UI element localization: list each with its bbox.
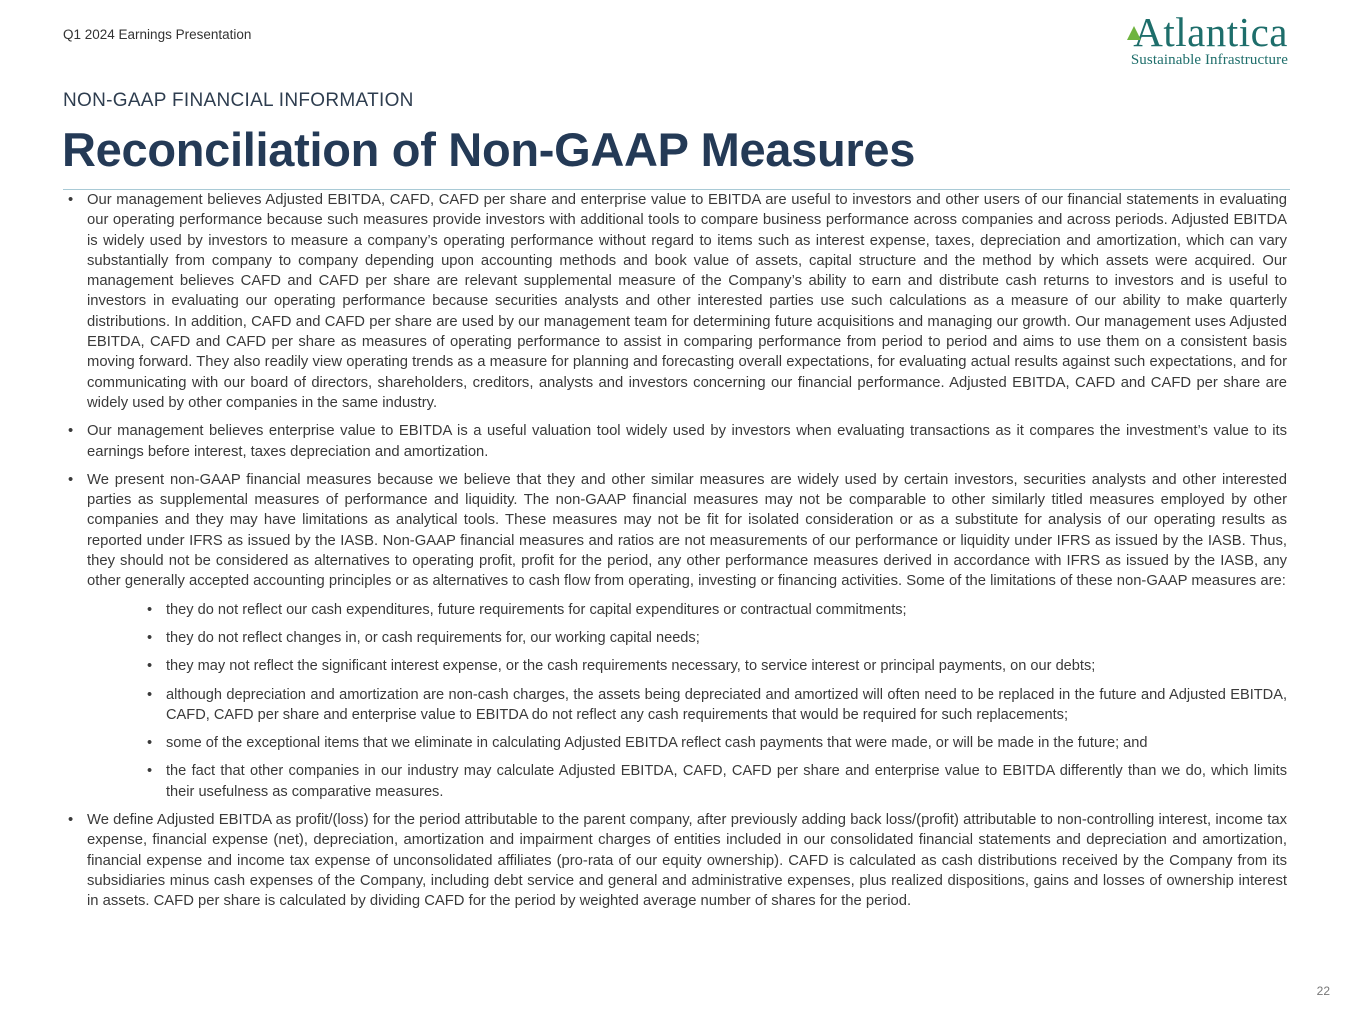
logo-wordmark (1133, 10, 1288, 54)
bullet-management-usefulness: • Our management believes Adjusted EBITDA, CAFD, CAFD per share and enterprise value to EBITDA are useful to investors and other users of our financial statements in evaluating our operating performance because such measures provide investors with additional tools to compare business performance across companies and across periods. Adjusted EBITDA is widely used by investors to measure a company’s operating performance without regard to items such as interest expense, taxes, depreciation and amortization, which can vary substantially from company to company depending upon accounting methods and book value of assets, capital structure and the method by which assets were acquired. Our management believes CAFD and CAFD per share are relevant supplemental measure of the Company’s ability to earn and distribute cash returns to investors and is useful to investors in evaluating our operating performance because securities analysts and other interested parties use such calculations as a measure of our ability to make quarterly distributions. In addition, CAFD and CAFD per share are used by our management team for determining future acquisitions and managing our growth. Our management uses Adjusted EBITDA, CAFD and CAFD per share as measures of operating performance to assist in comparing performance from period to period and aims to use them on a consistent basis moving forward. They also readily view operating trends as a measure for planning and forecasting overall expectations, for evaluating actual results against such expectations, and for communicating with our board of directors, shareholders, creditors, analysts and investors concerning our financial performance. Adjusted EBITDA, CAFD and CAFD per share are widely used by other companies in the same industry. (65, 190, 1287, 413)
limitation-item: • some of the exceptional items that we eliminate in calculating Adjusted EBITDA reflect cash payments that were made, or will be made in the future; and (144, 733, 1287, 753)
limitation-item: • although depreciation and amortization are non-cash charges, the assets being depreciated and amortized will often need to be replaced in the future and Adjusted EBITDA, CAFD, CAFD per share and enterprise value to EBITDA do not reflect any cash requirements that would be required for such replacements; (144, 685, 1287, 726)
bullet-enterprise-value: • Our management believes enterprise value to EBITDA is a useful valuation tool widely used by investors when evaluating transactions as it compares the investment’s value to its earnings before interest, taxes depreciation and amortization. (65, 421, 1287, 462)
presentation-label: Q1 2024 Earnings Presentation (63, 27, 252, 42)
company-logo (1108, 10, 1288, 69)
bullet-text: We present non-GAAP financial measures because we believe that they and other similar measures are widely used by certain investors, securities analysts and other interested parties as supplemental measures of performance and liquidity. The non-GAAP financial measures may not be comparable to other similarly titled measures employed by other companies and they may have limitations as analytical tools. These measures may not be fit for isolated consideration or as a substitute for analysis of our operating results as reported under IFRS as issued by the IASB. Non-GAAP financial measures and ratios are not measurements of our performance or liquidity under IFRS as issued by the IASB. Thus, they should not be considered as alternatives to operating profit, profit for the period, any other performance measures derived in accordance with IFRS as issued by the IASB, any other generally accepted accounting principles or as alternatives to cash flow from operating, investing or financing activities. Some of the limitations of these non-GAAP measures are: (87, 471, 1287, 590)
logo-name: Atlantica (1133, 9, 1288, 55)
page-title: Reconciliation of Non-GAAP Measures (62, 123, 916, 176)
limitation-item: • they may not reflect the significant interest expense, or the cash requirements necessary, to service interest or principal payments, on our debts; (144, 656, 1287, 676)
limitation-item: • they do not reflect changes in, or cash requirements for, our working capital needs; (144, 628, 1287, 648)
section-label: NON-GAAP FINANCIAL INFORMATION (63, 90, 414, 111)
bullet-definitions: • We define Adjusted EBITDA as profit/(loss) for the period attributable to the parent company, after previously adding back loss/(profit) attributable to non-controlling interest, income tax expense, financial expense (net), depreciation, amortization and impairment charges of entities included in our consolidated financial statements and depreciation and amortization, financial expense and income tax expense of unconsolidated affiliates (pro-rata of our equity ownership). CAFD is calculated as cash distributions received by the Company from its subsidiaries minus cash expenses of the Company, including debt service and general and administrative expenses, plus realized dispositions, gains and losses of ownership interest in assets. CAFD per share is calculated by dividing CAFD for the period by weighted average number of shares for the period. (65, 810, 1287, 911)
slide-body (65, 190, 1287, 920)
limitation-item: • they do not reflect our cash expenditures, future requirements for capital expenditures or contractual commitments; (144, 600, 1287, 620)
limitations-list (144, 600, 1287, 802)
leaf-icon (1127, 26, 1141, 40)
bullet-list (65, 190, 1287, 912)
limitation-item: • the fact that other companies in our industry may calculate Adjusted EBITDA, CAFD, CAFD per share and enterprise value to EBITDA differently than we do, which limits their usefulness as comparative measures. (144, 761, 1287, 802)
page-number: 22 (1316, 984, 1330, 998)
logo-tagline: Sustainable Infrastructure (1130, 52, 1288, 68)
bullet-non-gaap-limitations (65, 470, 1287, 802)
